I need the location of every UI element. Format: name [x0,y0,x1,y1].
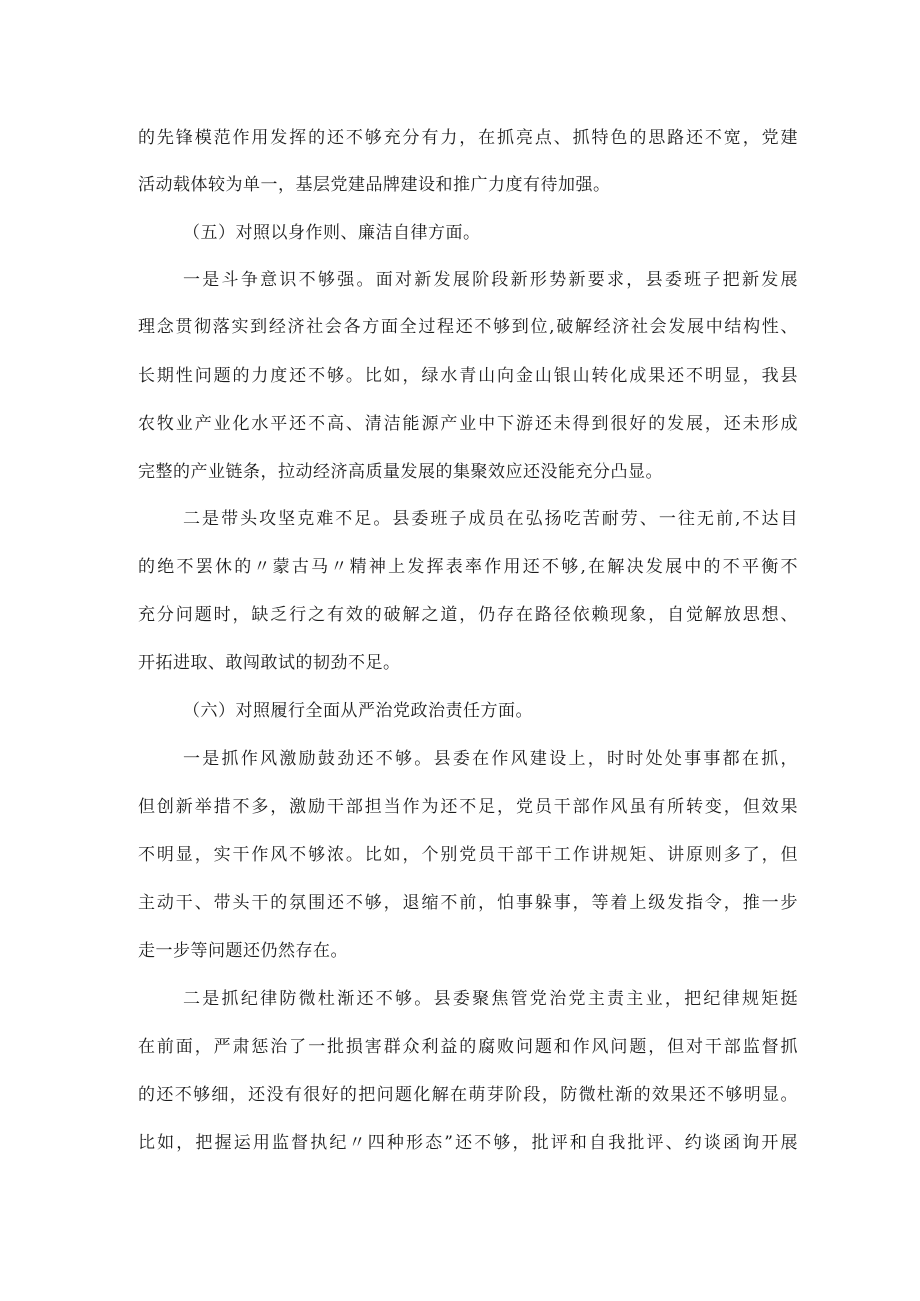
text-line: 的还不够细，还没有很好的把问题化解在萌芽阶段，防微杜渐的效果还不够明显。 [138,1085,798,1105]
text-line: 长期性问题的力度还不够。比如，绿水青山向金山银山转化成果还不明显，我县 [138,366,798,386]
text-line: 走一步等问题还仍然存在。 [138,941,348,961]
section-heading: （六）对照履行全面从严治党政治责任方面。 [183,701,533,721]
text-line: 完整的产业链条，拉动经济高质量发展的集聚效应还没能充分凸显。 [138,462,663,482]
text-line: 理念贯彻落实到经济社会各方面全过程还不够到位,破解经济社会发展中结构性、 [138,317,798,337]
text-line: 二是抓纪律防微杜渐还不够。县委聚焦管党治党主责主业，把纪律规矩挺 [183,989,798,1009]
text-line: 活动载体较为单一，基层党建品牌建设和推广力度有待加强。 [138,175,611,195]
text-line: 不明显，实干作风不够浓。比如，个别党员干部干工作讲规矩、讲原则多了，但 [138,845,798,865]
text-line: 农牧业产业化水平还不高、清洁能源产业中下游还未得到很好的发展，还未形成 [138,414,798,434]
text-line: 主动干、带头干的氛围还不够，退缩不前，怕事躲事，等着上级发指令，推一步 [138,893,798,913]
text-line: 比如，把握运用监督执纪〃四种形态”还不够，批评和自我批评、约谈函询开展 [138,1133,798,1153]
text-line: 的先锋模范作用发挥的还不够充分有力，在抓亮点、抓特色的思路还不宽，党建 [138,128,798,148]
text-line: 在前面，严肃惩治了一批损害群众利益的腐败问题和作风问题，但对干部监督抓 [138,1037,798,1057]
text-line: 二是带头攻坚克难不足。县委班子成员在弘扬吃苦耐劳、一往无前,不达目 [183,509,798,529]
text-line: 但创新举措不多，激励干部担当作为还不足，党员干部作风虽有所转变，但效果 [138,797,798,817]
text-line: 一是抓作风激励鼓劲还不够。县委在作风建设上，时时处处事事都在抓， [183,749,798,769]
text-line: 一是斗争意识不够强。面对新发展阶段新形势新要求，县委班子把新发展 [183,270,798,290]
text-line: 的绝不罢休的〃蒙古马〃精神上发挥表率作用还不够,在解决发展中的不平衡不 [138,557,798,577]
text-line: 开拓进取、敢闯敢试的韧劲不足。 [138,653,401,673]
text-line: 充分问题时，缺乏行之有效的破解之道，仍存在路径依赖现象，自觉解放思想、 [138,605,798,625]
section-heading: （五）对照以身作则、廉洁自律方面。 [183,223,481,243]
